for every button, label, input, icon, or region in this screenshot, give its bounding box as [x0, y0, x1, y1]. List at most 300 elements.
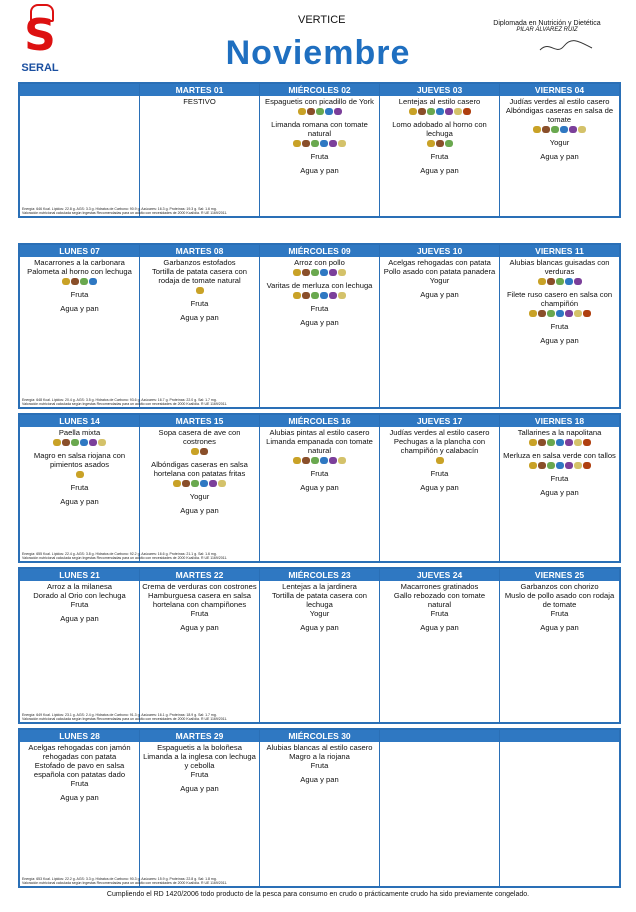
- day-cell: [500, 569, 619, 722]
- day-cell: [500, 245, 619, 407]
- allergen-icon: [565, 439, 573, 446]
- allergen-icon: [80, 439, 88, 446]
- allergen-icon: [556, 310, 564, 317]
- day-header: LUNES 07: [20, 245, 139, 257]
- allergen-icon: [547, 278, 555, 285]
- menu-item: Fruta: [430, 609, 449, 618]
- menu-item: Gallo rebozado con tomate natural: [393, 591, 486, 609]
- allergen-icon: [293, 457, 301, 464]
- allergen-icon: [556, 278, 564, 285]
- menu-item: Alubias blancas al estilo casero: [266, 743, 373, 752]
- week-block: [18, 728, 621, 888]
- day-header: JUEVES 24: [380, 569, 499, 581]
- allergen-icon: [311, 140, 319, 147]
- nutrition-footer: [22, 207, 227, 215]
- day-header: MARTES 01: [140, 84, 259, 96]
- menu-item: Magro a la riojana: [289, 752, 350, 761]
- menu-item: Fruta: [190, 770, 209, 779]
- day-header: MIÉRCOLES 09: [260, 245, 379, 257]
- menu-item: Crema de verduras con costrones: [142, 582, 257, 591]
- allergen-icon: [302, 140, 310, 147]
- menu-item: Yogur: [309, 609, 330, 618]
- menu-item: Agua y pan: [300, 166, 339, 175]
- menu-item: Limanda a la inglesa con lechuga y cebolla: [143, 752, 256, 770]
- allergen-icon: [191, 480, 199, 487]
- allergen-icons: [142, 287, 257, 297]
- day-header: VIERNES 25: [500, 569, 619, 581]
- menu-item: Fruta: [310, 469, 329, 478]
- allergen-icons: [262, 457, 377, 467]
- allergen-icon: [538, 278, 546, 285]
- day-cell: [140, 84, 260, 216]
- menu-item: Pollo asado con patata panadera: [383, 267, 496, 276]
- day-menu: [20, 257, 139, 314]
- menu-item: Acelgas rehogadas con patata: [388, 258, 491, 267]
- day-cell: [260, 415, 380, 561]
- day-header: JUEVES 17: [380, 415, 499, 427]
- month-title: Noviembre: [225, 34, 411, 72]
- day-cell: [140, 245, 260, 407]
- day-header: JUEVES 03: [380, 84, 499, 96]
- allergen-icon: [427, 140, 435, 147]
- nutrition-footer: [22, 877, 227, 885]
- day-cell: [380, 569, 500, 722]
- menu-item: Agua y pan: [420, 623, 459, 632]
- week-block: [18, 82, 621, 218]
- allergen-icon: [556, 462, 564, 469]
- allergen-icons: [502, 310, 617, 320]
- allergen-icon: [560, 126, 568, 133]
- allergen-icons: [382, 140, 497, 150]
- allergen-icon: [427, 108, 435, 115]
- day-header: MARTES 15: [140, 415, 259, 427]
- allergen-icon: [62, 439, 70, 446]
- allergen-icon: [293, 269, 301, 276]
- menu-item: Yogur: [429, 276, 450, 285]
- week-block: [18, 243, 621, 409]
- day-menu: [140, 96, 259, 107]
- allergen-icon: [320, 269, 328, 276]
- allergen-icon: [209, 480, 217, 487]
- menu-item: Arroz con pollo: [294, 258, 345, 267]
- allergen-icon: [53, 439, 61, 446]
- menu-item: Agua y pan: [300, 623, 339, 632]
- day-cell: [260, 245, 380, 407]
- menu-item: Agua y pan: [60, 793, 99, 802]
- nutrition-footer: [22, 713, 227, 721]
- nutrition-note: Valoración nutricional calculada según Ingestas Recomendadas para un adulto con necesidades de 2000 Kcal/día. R UE 1169/2011.: [22, 402, 228, 406]
- allergen-icon: [436, 108, 444, 115]
- center-name: VERTICE: [298, 14, 346, 26]
- allergen-icon: [542, 126, 550, 133]
- allergen-icons: [142, 448, 257, 458]
- day-header: MIÉRCOLES 16: [260, 415, 379, 427]
- allergen-icon: [329, 140, 337, 147]
- day-menu: [500, 427, 619, 498]
- allergen-icon: [191, 448, 199, 455]
- menu-item: Tallarines a la napolitana: [517, 428, 602, 437]
- menu-item: Paella mixta: [58, 428, 101, 437]
- menu-item: Fruta: [190, 609, 209, 618]
- allergen-icon: [293, 140, 301, 147]
- allergen-icon: [583, 310, 591, 317]
- day-menu: [500, 257, 619, 346]
- allergen-icon: [463, 108, 471, 115]
- allergen-icon: [320, 292, 328, 299]
- allergen-icon: [200, 448, 208, 455]
- day-cell: [260, 730, 380, 886]
- dietitian-title: Diplomada en Nutrición y Dietética: [493, 20, 601, 27]
- allergen-icon: [329, 269, 337, 276]
- allergen-icons: [262, 108, 377, 118]
- menu-item: Judías verdes al estilo casero: [509, 97, 610, 106]
- allergen-icon: [529, 310, 537, 317]
- signature-icon: [536, 36, 596, 58]
- allergen-icon: [298, 108, 306, 115]
- nutrition-values: Energía: 655 Kcal. Lípidos: 22.4 g. AGS: 3.8 g. Hidratos de Carbono: 92.2 g. Azúcares: 16.6 g. Proteínas: 21.1 g. Sal: 1.6 mg.: [22, 552, 217, 556]
- menu-item: Fruta: [430, 469, 449, 478]
- day-cell: [140, 415, 260, 561]
- day-header: MIÉRCOLES 23: [260, 569, 379, 581]
- menu-item: Filete ruso casero en salsa con champiñón: [506, 290, 613, 308]
- brand-name: SERAL: [21, 62, 59, 74]
- day-menu: [20, 96, 139, 98]
- menu-item: Fruta: [550, 609, 569, 618]
- allergen-icons: [142, 480, 257, 490]
- allergen-icon: [556, 439, 564, 446]
- day-header: [20, 84, 139, 96]
- menu-item: Fruta: [310, 152, 329, 161]
- menu-item: Agua y pan: [180, 623, 219, 632]
- allergen-icon: [71, 439, 79, 446]
- day-header: VIERNES 18: [500, 415, 619, 427]
- allergen-icon: [574, 439, 582, 446]
- allergen-icon: [445, 140, 453, 147]
- allergen-icon: [565, 462, 573, 469]
- allergen-icons: [502, 439, 617, 449]
- allergen-icon: [436, 457, 444, 464]
- day-cell: [20, 730, 140, 886]
- day-menu: [500, 742, 619, 744]
- menu-item: Fruta: [70, 600, 89, 609]
- menu-item: Agua y pan: [180, 784, 219, 793]
- menu-item: Agua y pan: [420, 166, 459, 175]
- day-menu: [260, 96, 379, 176]
- nutrition-values: Energía: 648 Kcal. Lípidos: 20.4 g. AGS: 3.5 g. Hidratos de Carbono: 93.6 g. Azúcares: 16.7 g. Proteínas: 22.0 g. Sal: 1.7 mg.: [22, 398, 217, 402]
- menu-item: Agua y pan: [300, 775, 339, 784]
- nutrition-note: Valoración nutricional calculada según Ingestas Recomendadas para un adulto con necesidades de 2000 Kcal/día. R UE 1169/2011.: [22, 211, 228, 215]
- allergen-icon: [574, 310, 582, 317]
- allergen-icon: [200, 480, 208, 487]
- allergen-icon: [173, 480, 181, 487]
- menu-item: Agua y pan: [540, 488, 579, 497]
- day-cell: [380, 415, 500, 561]
- day-menu: [260, 427, 379, 493]
- allergen-icon: [565, 310, 573, 317]
- allergen-icon: [551, 126, 559, 133]
- allergen-icons: [262, 292, 377, 302]
- day-menu: [20, 581, 139, 624]
- allergen-icon: [538, 310, 546, 317]
- allergen-icon: [89, 278, 97, 285]
- day-header: LUNES 14: [20, 415, 139, 427]
- allergen-icon: [316, 108, 324, 115]
- menu-item: Agua y pan: [540, 152, 579, 161]
- allergen-icon: [569, 126, 577, 133]
- menu-item: Agua y pan: [300, 318, 339, 327]
- allergen-icon: [80, 278, 88, 285]
- day-cell: [20, 415, 140, 561]
- allergen-icons: [502, 278, 617, 288]
- menu-item: Agua y pan: [60, 304, 99, 313]
- day-cell: [500, 84, 619, 216]
- day-cell: [20, 569, 140, 722]
- menu-item: Albóndigas caseras en salsa de tomate: [505, 106, 614, 124]
- day-cell: [380, 245, 500, 407]
- menu-item: Agua y pan: [540, 623, 579, 632]
- menu-item: Agua y pan: [300, 483, 339, 492]
- day-cell: [140, 569, 260, 722]
- allergen-icon: [436, 140, 444, 147]
- day-menu: [140, 581, 259, 633]
- day-menu: [380, 581, 499, 633]
- menu-item: Lomo adobado al horno con lechuga: [392, 120, 487, 138]
- menu-item: Fruta: [550, 474, 569, 483]
- allergen-icon: [338, 292, 346, 299]
- day-menu: [380, 427, 499, 493]
- allergen-icon: [71, 278, 79, 285]
- nutrition-values: Energía: 653 Kcal. Lípidos: 22.2 g. AGS: 3.3 g. Hidratos de Carbono: 90.3 g. Azúcares: 15.9 g. Proteínas: 22.8 g. Sal: 1.8 mg.: [22, 877, 217, 881]
- menu-item: Garbanzos estofados: [163, 258, 236, 267]
- nutrition-values: Energía: 646 Kcal. Lípidos: 22.8 g. AGS: 3.3 g. Hidratos de Carbono: 90.9 g. Azúcares: 16.3 g. Proteínas: 19.3 g. Sal: 1.6 mg.: [22, 207, 217, 211]
- allergen-icon: [89, 439, 97, 446]
- day-cell: [380, 730, 500, 886]
- menu-item: Hamburguesa casera en salsa hortelana con champiñones: [148, 591, 251, 609]
- allergen-icon: [62, 278, 70, 285]
- day-header: MARTES 22: [140, 569, 259, 581]
- dietitian-block: [472, 20, 622, 33]
- day-menu: [380, 257, 499, 300]
- day-cell: [260, 569, 380, 722]
- day-header: MARTES 29: [140, 730, 259, 742]
- allergen-icon: [338, 269, 346, 276]
- allergen-icon: [98, 439, 106, 446]
- day-cell: [20, 84, 140, 216]
- allergen-icons: [382, 108, 497, 118]
- allergen-icon: [311, 269, 319, 276]
- menu-item: Alubias pintas al estilo casero: [269, 428, 370, 437]
- menu-item: Limanda empanada con tomate natural: [266, 437, 373, 455]
- allergen-icon: [583, 462, 591, 469]
- menu-item: Palometa al horno con lechuga: [27, 267, 132, 276]
- allergen-icon: [329, 292, 337, 299]
- day-menu: [140, 257, 259, 323]
- allergen-icon: [302, 457, 310, 464]
- allergen-icon: [293, 292, 301, 299]
- day-cell: [260, 84, 380, 216]
- day-header: MIÉRCOLES 02: [260, 84, 379, 96]
- day-header: MARTES 08: [140, 245, 259, 257]
- nutrition-note: Valoración nutricional calculada según Ingestas Recomendadas para un adulto con necesidades de 2000 Kcal/día. R UE 1169/2011.: [22, 717, 228, 721]
- logo-s-mark: S: [24, 10, 56, 61]
- allergen-icon: [307, 108, 315, 115]
- menu-item: Tortilla de patata casera con rodaja de tomate natural: [152, 267, 247, 285]
- day-menu: [380, 742, 499, 744]
- allergen-icon: [454, 108, 462, 115]
- menu-item: Fruta: [70, 290, 89, 299]
- day-menu: [380, 96, 499, 176]
- day-cell: [140, 730, 260, 886]
- allergen-icon: [418, 108, 426, 115]
- menu-item: Macarrones a la carbonara: [34, 258, 125, 267]
- menu-item: Muslo de pollo asado con rodaja de tomate: [504, 591, 615, 609]
- allergen-icon: [334, 108, 342, 115]
- allergen-icons: [22, 471, 137, 481]
- menu-item: FESTIVO: [183, 97, 216, 106]
- day-menu: [500, 96, 619, 162]
- day-header: MIÉRCOLES 30: [260, 730, 379, 742]
- menu-item: Fruta: [550, 322, 569, 331]
- day-menu: [260, 742, 379, 785]
- allergen-icon: [338, 457, 346, 464]
- menu-item: Tortilla de patata casera con lechuga: [272, 591, 367, 609]
- menu-item: Fruta: [70, 483, 89, 492]
- day-cell: [500, 730, 619, 886]
- allergen-icon: [302, 269, 310, 276]
- day-menu: [20, 427, 139, 507]
- menu-item: Albóndigas caseras en salsa hortelana con patatas fritas: [151, 460, 248, 478]
- day-menu: [500, 581, 619, 633]
- day-header: VIERNES 04: [500, 84, 619, 96]
- allergen-icon: [329, 457, 337, 464]
- day-cell: [20, 245, 140, 407]
- allergen-icons: [262, 140, 377, 150]
- allergen-icon: [538, 462, 546, 469]
- menu-item: Agua y pan: [60, 497, 99, 506]
- menu-item: Acelgas rehogadas con jamón rehogadas con patata: [28, 743, 131, 761]
- allergen-icons: [502, 462, 617, 472]
- menu-item: Dorado al Orio con lechuga: [33, 591, 126, 600]
- allergen-icon: [533, 126, 541, 133]
- allergen-icon: [578, 126, 586, 133]
- menu-item: Garbanzos con chorizo: [520, 582, 599, 591]
- day-menu: [260, 257, 379, 328]
- allergen-icons: [262, 269, 377, 279]
- allergen-icon: [218, 480, 226, 487]
- allergen-icon: [547, 439, 555, 446]
- menu-item: Fruta: [430, 152, 449, 161]
- allergen-icon: [338, 140, 346, 147]
- menu-item: Fruta: [310, 761, 329, 770]
- allergen-icon: [574, 462, 582, 469]
- allergen-icons: [502, 126, 617, 136]
- day-header: [500, 730, 619, 742]
- menu-item: Macarrones gratinados: [400, 582, 479, 591]
- allergen-icons: [22, 278, 137, 288]
- menu-item: Espaguetis con picadillo de York: [265, 97, 374, 106]
- menu-item: Yogur: [549, 138, 570, 147]
- menu-item: Agua y pan: [420, 290, 459, 299]
- menu-item: Limanda romana con tomate natural: [271, 120, 368, 138]
- menu-item: Estofado de pavo en salsa española con patatas dado: [33, 761, 126, 779]
- day-cell: [500, 415, 619, 561]
- allergen-icon: [547, 310, 555, 317]
- allergen-icon: [302, 292, 310, 299]
- day-header: LUNES 28: [20, 730, 139, 742]
- menu-item: Lentejas a la jardinera: [282, 582, 357, 591]
- allergen-icon: [529, 462, 537, 469]
- nutrition-footer: [22, 552, 227, 560]
- day-menu: [20, 742, 139, 803]
- allergen-icon: [565, 278, 573, 285]
- day-header: VIERNES 11: [500, 245, 619, 257]
- allergen-icons: [22, 439, 137, 449]
- menu-item: Fruta: [70, 779, 89, 788]
- allergen-icon: [76, 471, 84, 478]
- menu-item: Judías verdes al estilo casero: [389, 428, 490, 437]
- allergen-icon: [182, 480, 190, 487]
- menu-item: Merluza en salsa verde con tallos: [503, 451, 616, 460]
- allergen-icon: [538, 439, 546, 446]
- allergen-icon: [574, 278, 582, 285]
- menu-item: Magro en salsa riojana con pimientos asados: [33, 451, 126, 469]
- menu-item: Varitas de merluza con lechuga: [266, 281, 373, 290]
- allergen-icon: [320, 457, 328, 464]
- allergen-icon: [311, 292, 319, 299]
- menu-item: Pechugas a la plancha con champiñón y calabacín: [393, 437, 486, 455]
- menu-item: Fruta: [190, 299, 209, 308]
- allergen-icon: [409, 108, 417, 115]
- day-menu: [140, 742, 259, 794]
- menu-item: Agua y pan: [540, 336, 579, 345]
- nutrition-footer: [22, 398, 227, 406]
- footnote: Cumpliendo el RD 1420/2006 todo producto de la pesca para consumo en crudo o prácticamente crudo ha sido previamente congelado.: [106, 891, 530, 898]
- allergen-icons: [382, 457, 497, 467]
- week-block: [18, 567, 621, 724]
- day-menu: [140, 427, 259, 516]
- menu-item: Agua y pan: [420, 483, 459, 492]
- menu-item: Arroz a la milanesa: [47, 582, 112, 591]
- allergen-icon: [529, 439, 537, 446]
- allergen-icon: [325, 108, 333, 115]
- nutrition-note: Valoración nutricional calculada según Ingestas Recomendadas para un adulto con necesidades de 2000 Kcal/día. R UE 1169/2011.: [22, 881, 228, 885]
- day-header: JUEVES 10: [380, 245, 499, 257]
- nutrition-note: Valoración nutricional calculada según Ingestas Recomendadas para un adulto con necesidades de 2000 Kcal/día. R UE 1169/2011.: [22, 556, 228, 560]
- allergen-icon: [445, 108, 453, 115]
- day-menu: [260, 581, 379, 633]
- menu-item: Agua y pan: [60, 614, 99, 623]
- menu-item: Agua y pan: [180, 506, 219, 515]
- week-block: [18, 413, 621, 563]
- nutrition-values: Energía: 649 Kcal. Lípidos: 23.1 g. AGS: 2.4 g. Hidratos de Carbono: 91.3 g. Azúcares: 16.1 g. Proteínas: 18.9 g. Sal: 1.7 mg.: [22, 713, 217, 717]
- allergen-icon: [583, 439, 591, 446]
- day-header: LUNES 21: [20, 569, 139, 581]
- menu-item: Yogur: [189, 492, 210, 501]
- menu-item: Agua y pan: [180, 313, 219, 322]
- menu-item: Alubias blancas guisadas con verduras: [509, 258, 610, 276]
- dietitian-name: PILAR ÁLVAREZ RUIZ: [516, 27, 578, 33]
- allergen-icon: [196, 287, 204, 294]
- allergen-icon: [311, 457, 319, 464]
- menu-item: Lentejas al estilo casero: [398, 97, 481, 106]
- allergen-icon: [547, 462, 555, 469]
- menu-item: Espaguetis a la boloñesa: [157, 743, 242, 752]
- day-header: [380, 730, 499, 742]
- menu-item: Fruta: [310, 304, 329, 313]
- day-cell: [380, 84, 500, 216]
- menu-item: Sopa casera de ave con costrones: [158, 428, 241, 446]
- allergen-icon: [320, 140, 328, 147]
